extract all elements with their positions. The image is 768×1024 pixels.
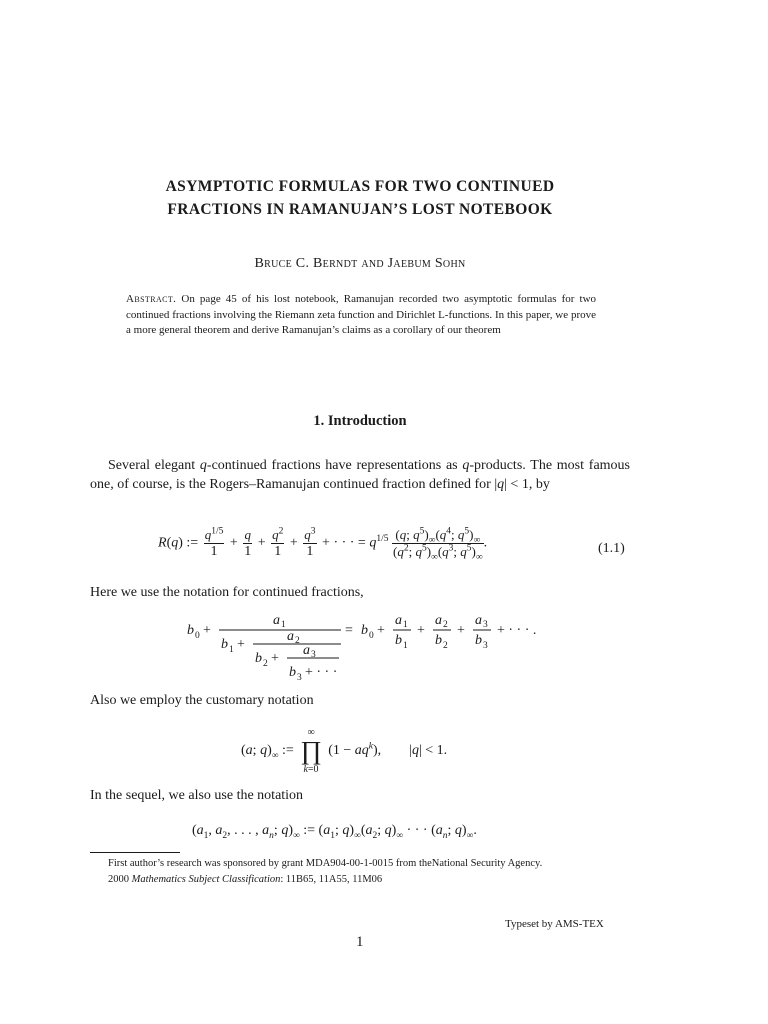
svg-text:b: b bbox=[187, 623, 194, 638]
svg-text:3: 3 bbox=[483, 641, 488, 651]
abstract bbox=[126, 292, 596, 339]
paper-title bbox=[90, 175, 630, 221]
svg-text:a: a bbox=[287, 629, 294, 644]
paragraph-customary-notation: Also we employ the customary notation bbox=[90, 693, 314, 708]
equation-multi-product: ($a_1$, $a_2$, . . . , $a_n$; $q)_\infty$ := ($a_1$; $q)_\infty(a_2$; $q)_\infty$ · · · ($a_n$; $q)_\infty$. bbox=[192, 823, 477, 841]
svg-text:+: + bbox=[377, 623, 385, 638]
svg-text:b: b bbox=[221, 637, 228, 652]
svg-text:b: b bbox=[289, 665, 296, 680]
svg-text:a: a bbox=[303, 643, 310, 658]
author-list: Bruce C. Berndt and Jaebum Sohn bbox=[254, 256, 466, 271]
equation-rogers-ramanujan: R(q) := $\frac{q^{1/5}}{1}$ + $\frac{q}{1}$ + $\frac{q^2}{1}$ + $\frac{q^3}{1}$ + · · · = $q^{1/5}$ $\frac{(q; q^5)_\infty(q^4; q^5)_\infty}{(q^2; q^5)_\infty(q^3; q^5)_\infty}$ . bbox=[158, 526, 488, 563]
svg-text:1: 1 bbox=[403, 620, 408, 630]
msc-codes: : 11B65, 11A55, 11M06 bbox=[280, 873, 383, 885]
svg-text:3: 3 bbox=[297, 673, 302, 682]
equation-q-product: (a; $q)_\infty$ := ∞ ∏ k=0 $(1 - aq^k)$, |q| < 1. bbox=[241, 727, 448, 775]
svg-text:b: b bbox=[475, 633, 482, 648]
footnotes bbox=[90, 856, 632, 887]
intro-paragraph: Several elegant q-continued fractions have representations as q-products. The most famous one, of course, is the Rogers–Ramanujan continued fraction defined for |q| < 1, by bbox=[90, 458, 630, 492]
equation-continued-fraction bbox=[187, 614, 547, 682]
svg-text:+ · · ·: + · · · bbox=[305, 665, 338, 680]
footnote-classification bbox=[90, 872, 632, 888]
svg-text:+: + bbox=[237, 637, 245, 652]
svg-text:2: 2 bbox=[443, 641, 448, 651]
footnote-rule bbox=[90, 852, 180, 853]
svg-text:1: 1 bbox=[281, 620, 286, 630]
title-line-2: FRACTIONS IN RAMANUJAN’S LOST NOTEBOOK bbox=[167, 201, 553, 218]
footnote-funding: First author’s research was sponsored by grant MDA904-00-1-0015 from theNational Security Agency. bbox=[108, 858, 543, 869]
svg-text:b: b bbox=[361, 623, 368, 638]
svg-text:a: a bbox=[273, 614, 280, 628]
svg-text:2: 2 bbox=[295, 636, 300, 646]
para1-text-d: | < 1, by bbox=[504, 476, 550, 492]
para1-text-a: Several elegant bbox=[108, 458, 200, 473]
svg-text:0: 0 bbox=[195, 631, 200, 641]
svg-text:+ · · · .: + · · · . bbox=[497, 623, 537, 638]
svg-text:b: b bbox=[395, 633, 402, 648]
para1-text-c: -products. The most famous one, of course, is the Rogers–Ramanujan continued fraction defined for | bbox=[90, 458, 630, 492]
svg-text:3: 3 bbox=[311, 650, 316, 660]
svg-text:2: 2 bbox=[443, 620, 448, 630]
svg-text:0: 0 bbox=[369, 631, 374, 641]
svg-text:=: = bbox=[345, 623, 353, 638]
svg-text:1: 1 bbox=[403, 641, 408, 651]
title-line-1: ASYMPTOTIC FORMULAS FOR TWO CONTINUED bbox=[165, 178, 555, 195]
para1-text-b: -continued fractions have representations as bbox=[206, 458, 463, 473]
typeset-note: Typeset by AMS-TEX bbox=[505, 918, 604, 930]
abstract-label: Abstract. bbox=[126, 293, 177, 305]
svg-text:a: a bbox=[475, 614, 482, 628]
svg-text:3: 3 bbox=[483, 620, 488, 630]
section-heading: 1. Introduction bbox=[313, 413, 407, 429]
paragraph-sequel-notation: In the sequel, we also use the notation bbox=[90, 788, 304, 803]
svg-text:b: b bbox=[435, 633, 442, 648]
svg-text:+: + bbox=[417, 623, 425, 638]
svg-text:a: a bbox=[395, 614, 402, 628]
svg-text:+: + bbox=[271, 651, 279, 666]
svg-text:+: + bbox=[203, 623, 211, 638]
abstract-text: On page 45 of his lost notebook, Ramanujan recorded two asymptotic formulas for two continued fractions involving the Riemann zeta function and Dirichlet L-functions. In this paper, we prove a more general theorem and derive Ramanujan’s claims as a corollary of our theorem bbox=[126, 293, 597, 337]
svg-text:1: 1 bbox=[229, 645, 234, 655]
msc-label: Mathematics Subject Classification bbox=[131, 873, 281, 885]
svg-text:+: + bbox=[457, 623, 465, 638]
svg-text:2: 2 bbox=[263, 659, 268, 669]
msc-prefix: 2000 bbox=[108, 873, 132, 885]
svg-text:b: b bbox=[255, 651, 262, 666]
svg-text:a: a bbox=[435, 614, 442, 628]
page-number: 1 bbox=[356, 934, 364, 950]
equation-number: (1.1) bbox=[598, 541, 625, 556]
paragraph-continued-fraction-notation: Here we use the notation for continued fractions, bbox=[90, 585, 364, 600]
